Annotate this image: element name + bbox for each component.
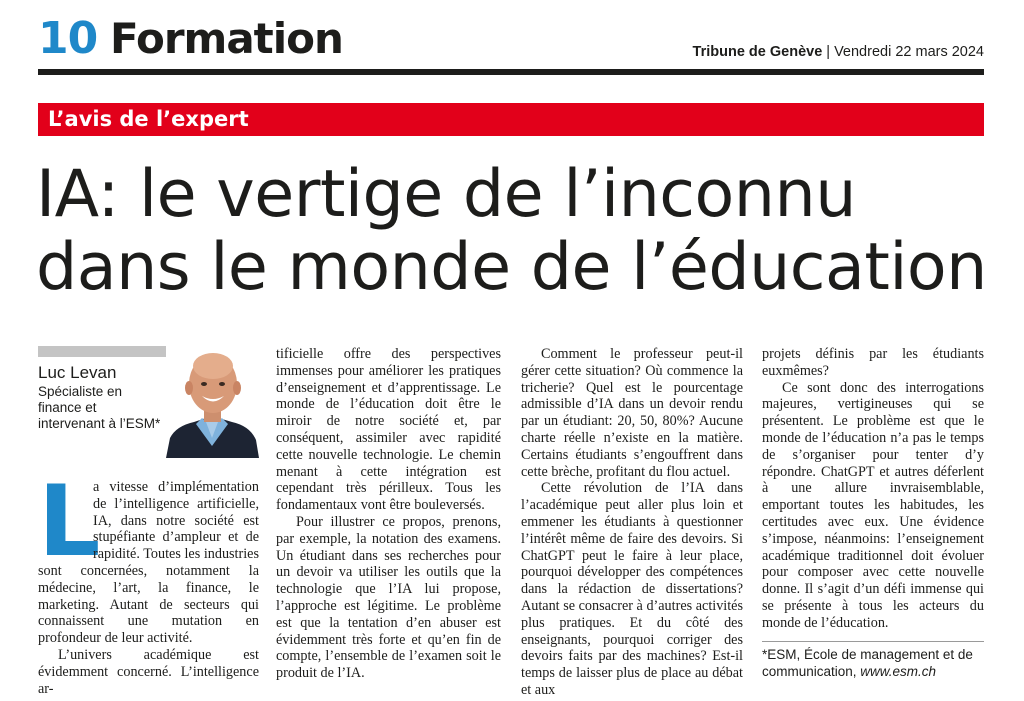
article-column-1 [38, 465, 259, 697]
paragraph-5-continued: projets définis par les étudiants euxmêmes? [762, 346, 984, 379]
footnote-url: www.esm.ch [860, 664, 937, 679]
paragraph-5: Cette révolution de l’IA dans l’académique peut aller plus loin et emmener les étudiants à questionner l’intérêt même de faire des devoirs. Si ChatGPT peut le faire à leur place, pourquoi développer des compétences dans la rédaction de dissertations? Autant se consacrer à d’autres activités plus pratiques. Et du côté des enseignants, pourquoi corriger des devoirs faits par des machines? Est-il temps de laisser plus de place au débat et aux [521, 480, 743, 698]
author-photo [166, 346, 259, 458]
publication-name: Tribune de Genève [692, 44, 823, 60]
paragraph-1: a vitesse d’implémentation de l’intelligence artificielle, IA, dans notre société est stupéfiante d’ampleur et de rapidité. Toutes les industries sont concernées, notamment la médecine, l’art, la finance, le marketing. Autant de secteurs qui connaissent une mutation en profondeur de leur activité. [38, 479, 259, 647]
publication-date: Vendredi 22 mars 2024 [834, 44, 984, 60]
paragraph-3: Pour illustrer ce propos, prenons, par exemple, la notation des examens. Un étudiant dans ses recherches pour un devoir va utiliser les outils que la technologie que l’IA lui propose, l’approche est légitime. Le problème est que la tentation d’en abuser est évidemment très forte et qu’en fin de compte, l’ensemble de l’examen soit le produit de l’IA. [276, 513, 501, 682]
article-column-4 [762, 346, 984, 632]
author-portrait-icon [166, 346, 259, 458]
article-column-2 [276, 346, 501, 682]
footnote [762, 646, 984, 680]
dropcap-letter: L [38, 465, 101, 579]
article-column-3 [521, 346, 743, 699]
kicker-label: L’avis de l’expert [48, 107, 249, 131]
publication-line [693, 44, 984, 60]
author-box [38, 346, 259, 458]
author-name: Luc Levan [38, 363, 117, 382]
paragraph-4: Comment le professeur peut-il gérer cette situation? Où commence la tricherie? Quel est le pourcentage admissible d’IA dans un devoir rendu par un étudiant: 20, 50, 80%? Aucune charte réelle n’existe en la matière. Certains étudiants s’engouffrent dans cette brèche, profitant du flou actuel. [521, 346, 743, 480]
dropcap [38, 465, 101, 579]
paragraph-2: L’univers académique est évidemment concerné. L’intelligence ar- [38, 646, 259, 697]
article-headline [36, 158, 996, 304]
section-title: Formation [110, 14, 343, 63]
author-role: Spécialiste en finance et intervenant à l’ESM* [38, 384, 161, 431]
publication-separator: | [826, 44, 831, 60]
footnote-text: *ESM, École de management et de communication, [762, 647, 973, 679]
footnote-rule [762, 641, 984, 642]
page-number: 10 [38, 13, 98, 64]
kicker-bar [38, 103, 984, 136]
masthead [38, 14, 984, 64]
paragraph-6: Ce sont donc des interrogations majeures, vertigineuses qui se présentent. Le problème est que le monde de l’éducation n’a pas le temps de s’organiser pour tenter d’y répondre. ChatGPT et autres déferlent à une allure invraisemblable, emportant toutes les habitudes, les certitudes avec eux. Une évidence s’impose, néanmoins: l’enseignement académique traditionnel doit évoluer pour composer avec cette nouvelle donne. Il s’agit d’un défi immense qui se présente à tous les acteurs du monde de l’éducation. [762, 379, 984, 631]
masthead-rule [38, 69, 984, 75]
headline-line-1: IA: le vertige de l’inconnu [36, 157, 856, 232]
paragraph-2-continued: tificielle offre des perspectives immenses pour améliorer les pratiques d’enseignement et d’apprentissage. Le monde de l’éducation doit être le miroir de notre société et, par conséquent, assimiler avec rapidité cette nouvelle technologie. Le chemin menant à cette intégration est cependant très périlleux. Tous les fondamentaux vont être bouleversés. [276, 346, 501, 514]
headline-line-2: dans le monde de l’éducation [36, 230, 987, 305]
